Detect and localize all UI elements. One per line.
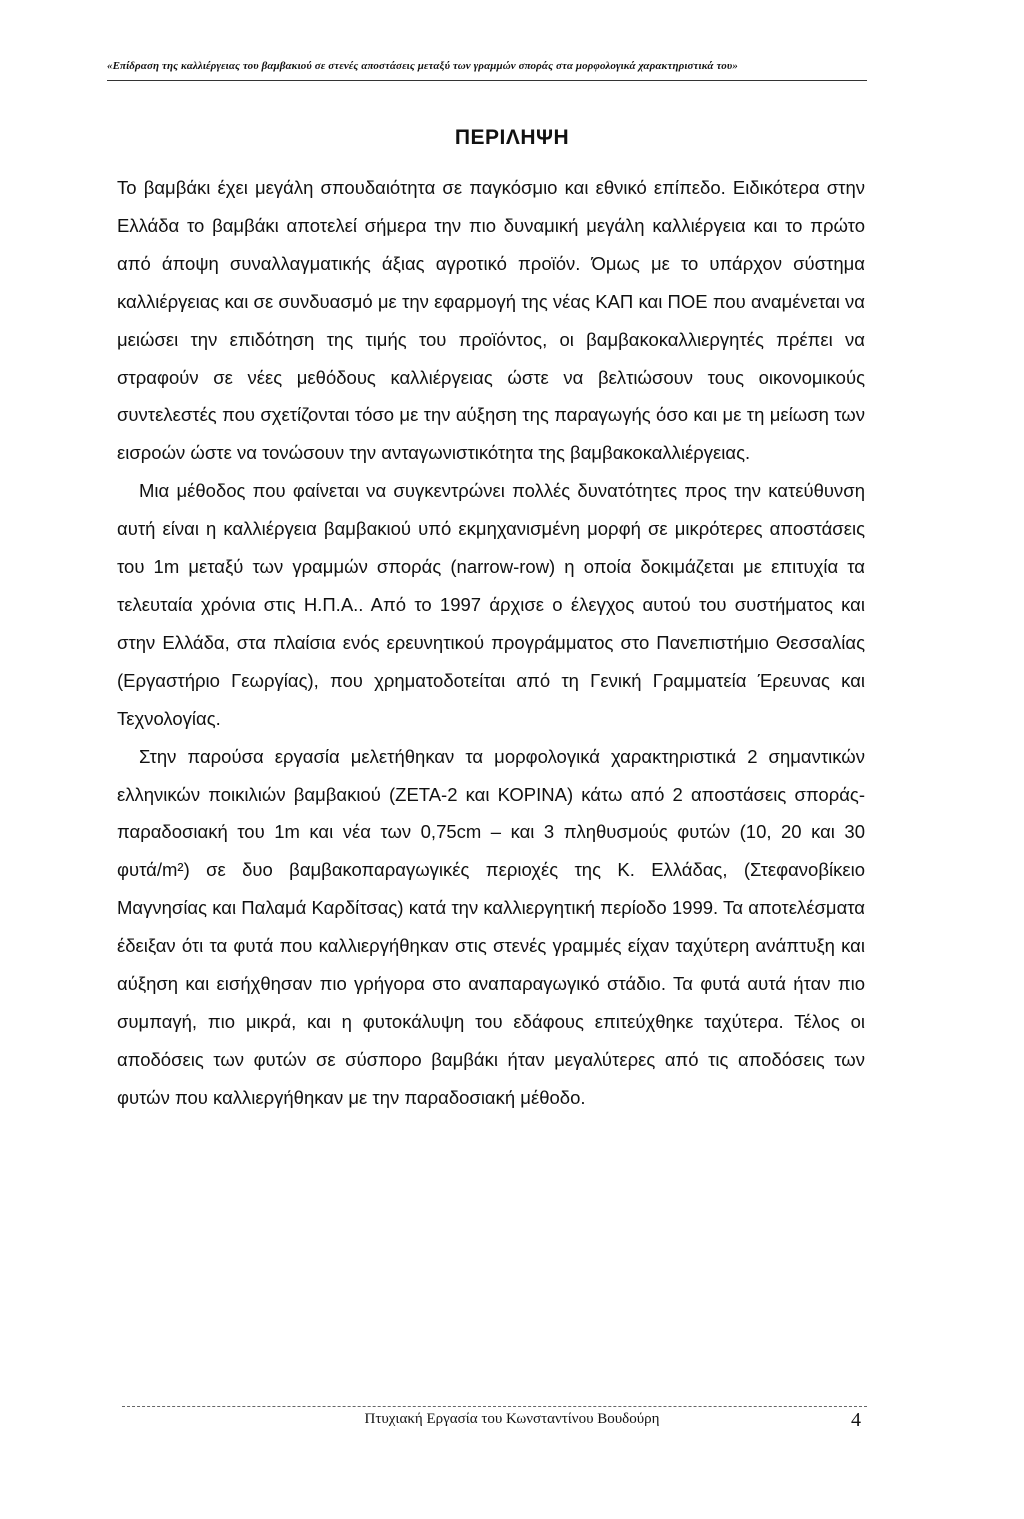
paragraph-1: Το βαμβάκι έχει μεγάλη σπουδαιότητα σε παγκόσμιο και εθνικό επίπεδο. Ειδικότερα στην Ελλάδα το βαμβάκι αποτελεί σήμερα την πιο δυναμική μεγάλη καλλιέργεια και το πρώτο από άποψη συναλλαγματικής άξιας αγροτικό προϊόν. Όμως με το υπάρχον σύστημα καλλιέργειας και σε συνδυασμό με την εφαρμογή της νέας ΚΑΠ και ΠΟΕ που αναμένεται να μειώσει την επιδότηση της τιμής του προϊόντος, οι βαμβακοκαλλιεργητές πρέπει να στραφούν σε νέες μεθόδους καλλιέργειας ώστε να βελτιώσουν τους οικονομικούς συντελεστές που σχετίζονται τόσο με την αύξηση της παραγωγής όσο και με τη μείωση των εισροών ώστε να τονώσουν την ανταγωνιστικότητα της βαμβακοκαλλιέργειας.	[117, 177, 865, 464]
running-header: «Επίδραση της καλλιέργειας του βαμβακιού σε στενές αποστάσεις μεταξύ των γραμμών σποράς στα μορφολογικά χαρακτηριστικά του»	[107, 60, 738, 72]
header-rule	[107, 80, 867, 81]
page-number: 4	[851, 1409, 861, 1431]
paragraph-2: Μια μέθοδος που φαίνεται να συγκεντρώνει πολλές δυνατότητες προς την κατεύθυνση αυτή είναι η καλλιέργεια βαμβακιού υπό εκμηχανισμένη μορφή σε μικρότερες αποστάσεις του 1m μεταξύ των γραμμών σποράς (narrow-row) η οποία δοκιμάζεται με επιτυχία τα τελευταία χρόνια στις Η.Π.Α.. Από το 1997 άρχισε ο έλεγχος αυτού του συστήματος και στην Ελλάδα, στα πλαίσια ενός ερευνητικού προγράμματος στο Πανεπιστήμιο Θεσσαλίας (Εργαστήριο Γεωργίας), που χρηματοδοτείται από τη Γενική Γραμματεία Έρευνας και Τεχνολογίας.	[117, 480, 865, 729]
footer-rule	[122, 1406, 867, 1407]
page-title: ΠΕΡΙΛΗΨΗ	[454, 126, 570, 149]
footer-text: Πτυχιακή Εργασία του Κωνσταντίνου Βουδούρη	[364, 1411, 660, 1427]
summary-body	[117, 169, 865, 1117]
paragraph-3: Στην παρούσα εργασία μελετήθηκαν τα μορφολογικά χαρακτηριστικά 2 σημαντικών ελληνικών ποικιλιών βαμβακιού (ΖΕΤΑ-2 και ΚΟΡΙΝΑ) κάτω από 2 αποστάσεις σποράς- παραδοσιακή του 1m και νέα των 0,75cm – και 3 πληθυσμούς φυτών (10, 20 και 30 φυτά/m²) σε δυο βαμβακοπαραγωγικές περιοχές της Κ. Ελλάδας, (Στεφανοβίκειο Μαγνησίας και Παλαμά Καρδίτσας) κατά την καλλιεργητική περίοδο 1999. Τα αποτελέσματα έδειξαν ότι τα φυτά που καλλιεργήθηκαν στις στενές γραμμές είχαν ταχύτερη ανάπτυξη και αύξηση και εισήχθησαν πιο γρήγορα στο αναπαραγωγικό στάδιο. Τα φυτά αυτά ήταν πιο συμπαγή, πιο μικρά, και η φυτοκάλυψη του εδάφους επιτεύχθηκε ταχύτερα. Τέλος οι αποδόσεις των φυτών σε σύσπορο βαμβάκι ήταν μεγαλύτερες από τις αποδόσεις των φυτών που καλλιεργήθηκαν με την παραδοσιακή μέθοδο.	[117, 745, 865, 1108]
